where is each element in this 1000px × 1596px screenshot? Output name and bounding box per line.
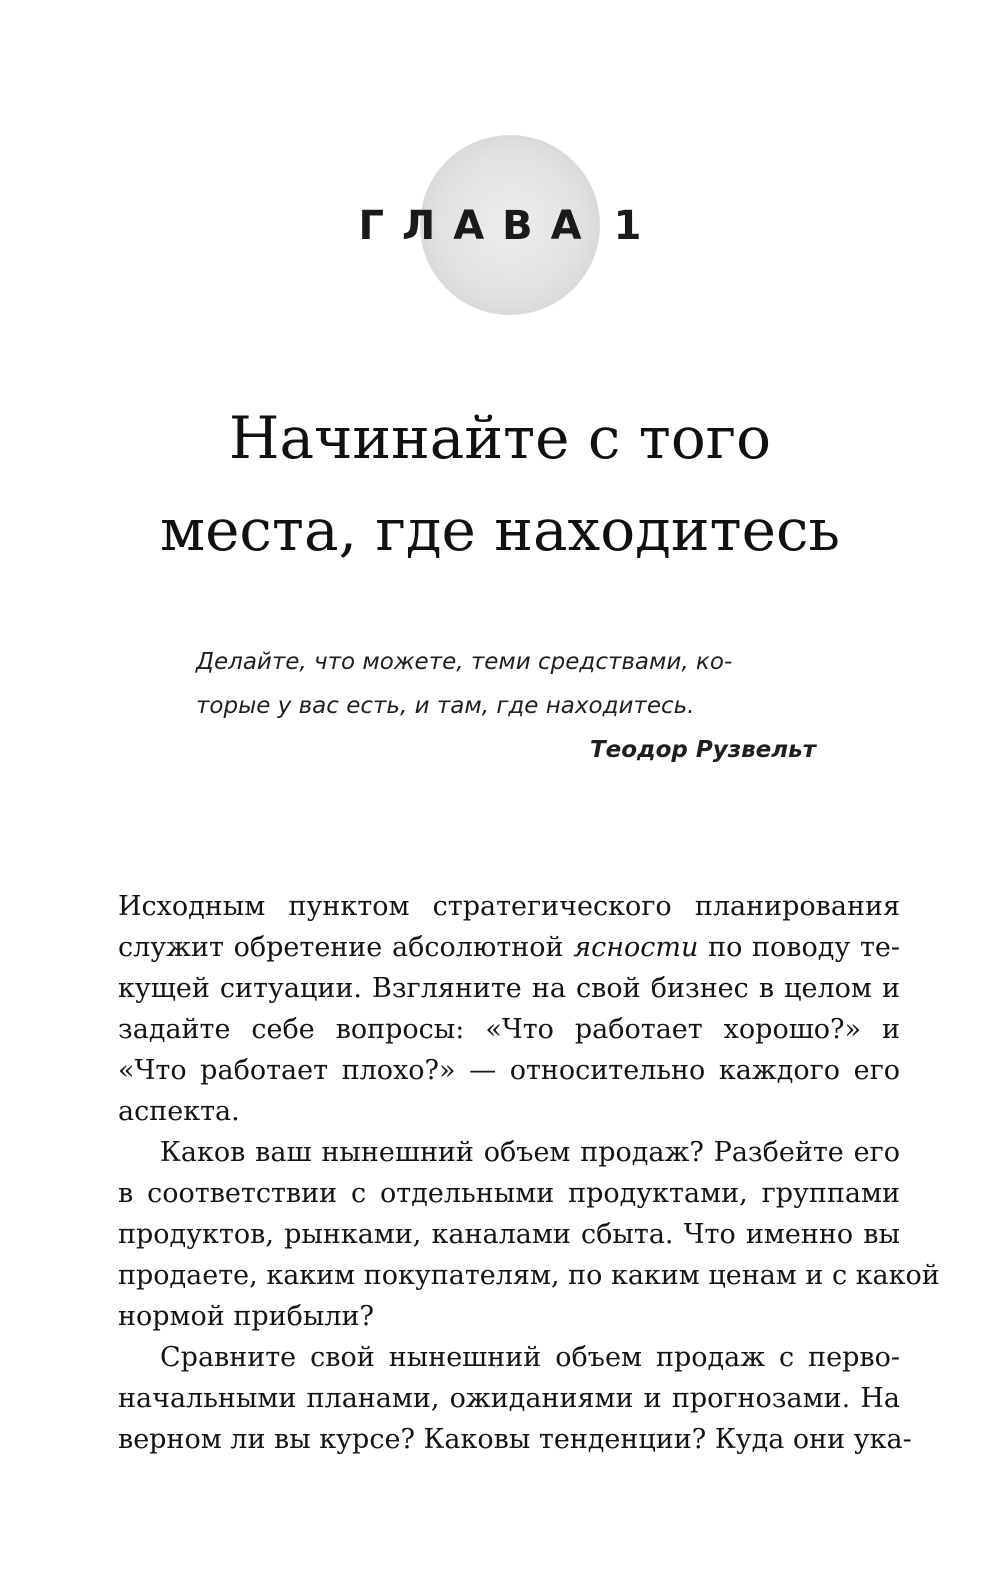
text-line: задайте себе вопросы: «Что работает хорошо?» и: [118, 1014, 900, 1045]
text-segment: по поводу те-: [698, 932, 900, 963]
text-line: Сравните свой нынешний объем продаж с перво-: [160, 1342, 900, 1373]
chapter-title-line-1: Начинайте с того: [228, 404, 772, 472]
text-line: продаете, каким покупателям, по каким ценам и с какой: [118, 1260, 940, 1291]
text-line: «Что работает плохо?» — относительно каждого его: [118, 1055, 900, 1086]
text-line: Исходным пунктом стратегического планирования: [118, 891, 900, 922]
text-segment: служит обретение абсолютной: [118, 932, 574, 963]
paragraph-3: [118, 1337, 912, 1460]
paragraph-2: [118, 1132, 940, 1337]
emphasized-word: ясности: [573, 932, 699, 963]
epigraph: [196, 640, 816, 772]
chapter-word: ГЛАВА: [358, 203, 600, 249]
epigraph-author: Теодор Рузвельт: [589, 737, 816, 763]
text-line: в соответствии с отдельными продуктами, группами: [118, 1178, 900, 1209]
epigraph-line-1: Делайте, что можете, теми средствами, ко-: [196, 649, 733, 675]
text-line: продуктов, рынками, каналами сбыта. Что именно вы: [118, 1219, 900, 1250]
text-line: нормой прибыли?: [118, 1301, 375, 1332]
paragraph-1: [118, 886, 900, 1132]
chapter-title: [0, 392, 1000, 576]
text-line: [118, 927, 900, 968]
text-line: верном ли вы курсе? Каковы тенденции? Куда они ука-: [118, 1424, 912, 1455]
text-line: Каков ваш нынешний объем продаж? Разбейте его: [160, 1137, 900, 1168]
text-line: аспекта.: [118, 1096, 240, 1127]
epigraph-line-2: торые у вас есть, и там, где находитесь.: [196, 693, 695, 719]
chapter-title-line-2: места, где находитесь: [159, 496, 841, 564]
text-line: начальными планами, ожиданиями и прогнозами. На: [118, 1383, 900, 1414]
text-line: кущей ситуации. Взгляните на свой бизнес в целом и: [118, 973, 900, 1004]
body-text: [118, 886, 940, 1460]
chapter-heading: [0, 198, 1000, 254]
chapter-number: 1: [613, 203, 642, 249]
